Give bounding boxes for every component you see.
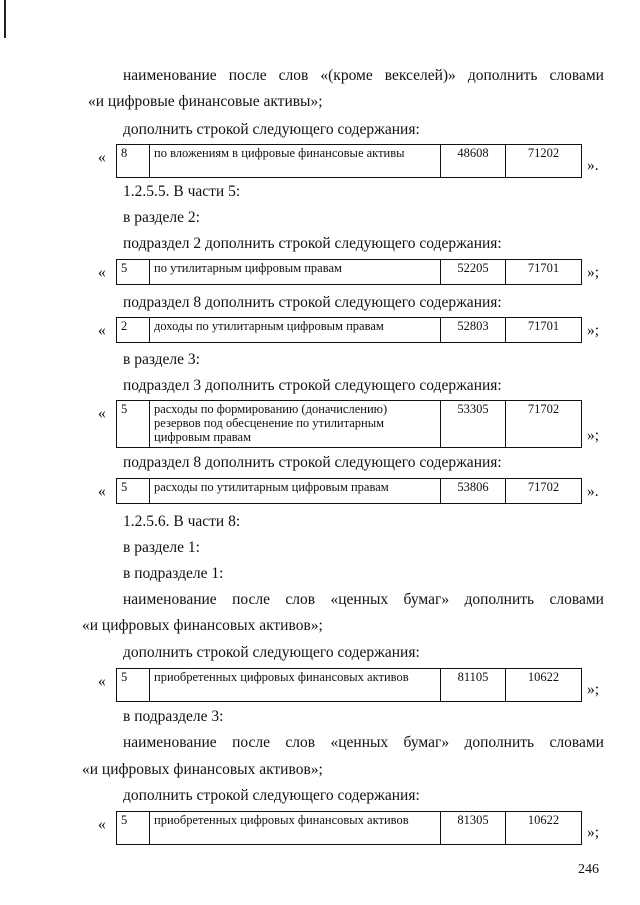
open-quote: « — [98, 322, 106, 339]
word: бумаг» — [403, 591, 450, 608]
word: слов — [278, 67, 309, 84]
text-line: «и цифровые финансовые активы»; — [88, 93, 323, 110]
text-line: подраздел 3 дополнить строкой следующего содержания: — [123, 377, 502, 394]
account-code-cell: 53806 — [441, 479, 506, 503]
open-quote: « — [98, 816, 106, 833]
insert-row-table — [116, 259, 582, 285]
word: словами — [549, 591, 604, 608]
text-line: «и цифровых финансовых активов»; — [82, 761, 323, 778]
justified-line — [123, 590, 604, 610]
description-cell: доходы по утилитарным цифровым правам — [150, 318, 441, 342]
word: дополнить — [467, 67, 538, 84]
account-code-cell: 52803 — [441, 318, 506, 342]
word: наименование — [123, 67, 217, 84]
symbol-code-cell: 10622 — [527, 813, 560, 827]
close-quote: »; — [587, 264, 600, 281]
word: дополнить — [464, 591, 535, 608]
text-line: дополнить строкой следующего содержания: — [123, 121, 420, 138]
row-number-cell: 2 — [117, 318, 150, 342]
word: дополнить — [464, 734, 535, 751]
word: после — [228, 67, 267, 84]
row-number-cell: 5 — [117, 479, 150, 503]
symbol-code-cell: 71701 — [527, 261, 560, 275]
word: наименование — [123, 591, 217, 608]
description-cell: по утилитарным цифровым правам — [150, 260, 441, 284]
symbol-code-cell: 71701 — [527, 319, 560, 333]
text-line: «и цифровых финансовых активов»; — [82, 617, 323, 634]
symbol-code-cell: 71202 — [527, 146, 560, 160]
text-line: дополнить строкой следующего содержания: — [123, 787, 420, 804]
description-cell: по вложениям в цифровые финансовые активы — [150, 145, 441, 177]
insert-row-table — [116, 317, 582, 343]
text-line: 1.2.5.5. В части 5: — [123, 183, 241, 200]
word: «(кроме — [320, 67, 373, 84]
open-quote: « — [98, 264, 106, 281]
text-line: в разделе 2: — [123, 209, 200, 226]
insert-row-table — [116, 478, 582, 504]
insert-row-table — [116, 400, 582, 448]
description-cell: расходы по формированию (доначислению) резервов под обесценение по утилитарным цифровым правам — [150, 401, 441, 447]
open-quote: « — [98, 149, 106, 166]
close-quote: ». — [587, 483, 599, 500]
account-code-cell: 53305 — [441, 401, 506, 447]
text-line: дополнить строкой следующего содержания: — [123, 644, 420, 661]
open-quote: « — [98, 483, 106, 500]
word: словами — [549, 734, 604, 751]
close-quote: »; — [587, 322, 600, 339]
open-quote: « — [98, 405, 106, 422]
row-number-cell: 5 — [117, 260, 150, 284]
account-code-cell: 81105 — [441, 669, 506, 701]
page-number: 246 — [578, 862, 599, 877]
word: после — [232, 591, 270, 608]
text-line: подраздел 2 дополнить строкой следующего содержания: — [123, 235, 502, 252]
word: «ценных — [330, 591, 389, 608]
justified-line — [123, 733, 604, 753]
word: векселей)» — [384, 67, 456, 84]
symbol-code-cell: 10622 — [527, 670, 560, 684]
row-number-cell: 5 — [117, 401, 150, 447]
text-line: в подразделе 1: — [123, 565, 224, 582]
row-number-cell: 8 — [117, 145, 150, 177]
text-line: подраздел 8 дополнить строкой следующего содержания: — [123, 454, 502, 471]
close-quote: »; — [587, 824, 600, 841]
close-quote: ». — [587, 157, 599, 174]
open-quote: « — [98, 673, 106, 690]
word: слов — [285, 734, 316, 751]
close-quote: »; — [587, 681, 600, 698]
row-number-cell: 5 — [117, 812, 150, 844]
account-code-cell: 52205 — [441, 260, 506, 284]
description-cell: приобретенных цифровых финансовых активов — [150, 669, 441, 701]
row-number-cell: 5 — [117, 669, 150, 701]
text-line: в разделе 1: — [123, 539, 200, 556]
account-code-cell: 48608 — [441, 145, 506, 177]
text-line: 1.2.5.6. В части 8: — [123, 513, 241, 530]
text-line: в подразделе 3: — [123, 708, 224, 725]
insert-row-table — [116, 144, 582, 178]
word: бумаг» — [403, 734, 450, 751]
word: «ценных — [330, 734, 389, 751]
scan-edge-mark — [4, 0, 6, 38]
word: после — [232, 734, 270, 751]
symbol-code-cell: 71702 — [527, 480, 560, 494]
justified-line — [123, 66, 604, 86]
account-code-cell: 81305 — [441, 812, 506, 844]
insert-row-table — [116, 811, 582, 845]
word: слов — [285, 591, 316, 608]
word: наименование — [123, 734, 217, 751]
symbol-code-cell: 71702 — [527, 402, 560, 416]
description-cell: расходы по утилитарным цифровым правам — [150, 479, 441, 503]
close-quote: »; — [587, 427, 600, 444]
word: словами — [549, 67, 604, 84]
text-line: подраздел 8 дополнить строкой следующего содержания: — [123, 294, 502, 311]
description-cell: приобретенных цифровых финансовых активов — [150, 812, 441, 844]
text-line: в разделе 3: — [123, 351, 200, 368]
insert-row-table — [116, 668, 582, 702]
